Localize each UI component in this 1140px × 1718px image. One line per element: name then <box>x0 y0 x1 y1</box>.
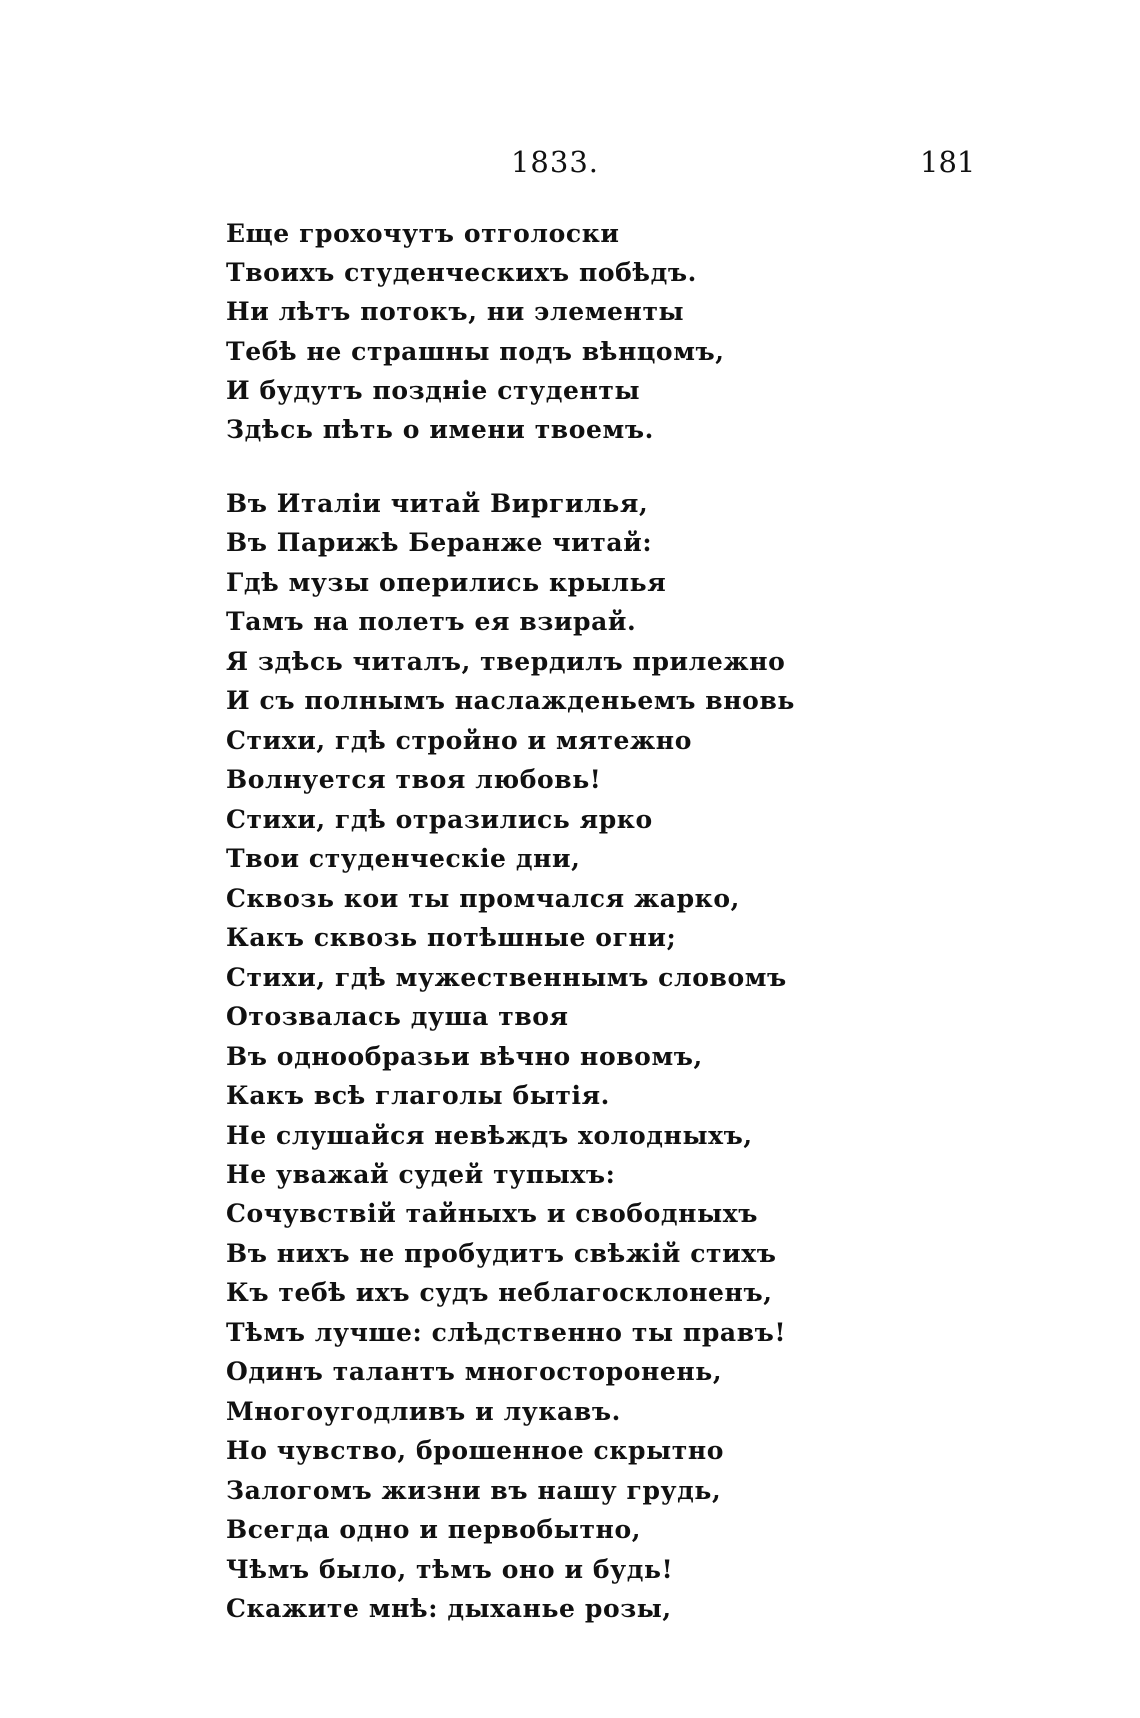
verse-line: Въ однообразьи вѣчно новомъ, <box>226 1041 703 1071</box>
verse-line: Залогомъ жизни въ нашу грудь, <box>226 1475 722 1505</box>
verse-line: Не уважай судей тупыхъ: <box>226 1159 616 1189</box>
verse-line: Сквозь кои ты промчался жарко, <box>226 883 740 913</box>
verse-line: Какъ сквозь потѣшные огни; <box>226 923 677 953</box>
verse-line: Тебѣ не страшны подъ вѣнцомъ, <box>226 336 725 366</box>
verse-line: И будутъ поздніе студенты <box>226 375 641 405</box>
verse-line: Но чувство, брошенное скрытно <box>226 1436 725 1466</box>
verse-line: Тамъ на полетъ ея взирай. <box>226 607 637 637</box>
running-head-year: 1833. <box>510 145 600 179</box>
verse-line: Чѣмъ было, тѣмъ оно и будь! <box>226 1554 674 1584</box>
verse-line: Ни лѣтъ потокъ, ни элементы <box>226 297 685 327</box>
verse-line: Сочувствій тайныхъ и свободныхъ <box>226 1199 759 1229</box>
verse-line: Какъ всѣ глаголы бытія. <box>226 1081 610 1111</box>
stanza-2 <box>226 484 795 1629</box>
verse-line: Въ нихъ не пробудитъ свѣжій стихъ <box>226 1238 777 1268</box>
verse-line: Стихи, гдѣ стройно и мятежно <box>226 725 692 755</box>
verse-line: Волнуется твоя любовь! <box>226 765 602 795</box>
verse-line: Не слушайся невѣждъ холодныхъ, <box>226 1120 753 1150</box>
verse-line: Здѣсь пѣть о имени твоемъ. <box>226 414 654 444</box>
verse-line: Стихи, гдѣ отразились ярко <box>226 804 653 834</box>
verse-line: Стихи, гдѣ мужественнымъ словомъ <box>226 962 787 992</box>
page-number: 181 <box>920 145 976 179</box>
verse-line: Въ Италіи читай Виргилья, <box>226 489 649 518</box>
stanza-1 <box>226 214 725 449</box>
verse-line: Твои студенческіе дни, <box>226 844 581 874</box>
verse-line: Скажите мнѣ: дыханье розы, <box>226 1594 672 1624</box>
verse-line: Я здѣсь читалъ, твердилъ прилежно <box>226 646 786 676</box>
verse-line: Отозвалась душа твоя <box>226 1002 569 1032</box>
verse-line: Еще грохочутъ отголоски <box>226 219 620 248</box>
verse-line: Одинъ талантъ многосторонень, <box>226 1357 723 1387</box>
verse-line: Въ Парижѣ Беранже читай: <box>226 528 653 558</box>
verse-line: Всегда одно и первобытно, <box>226 1515 642 1545</box>
verse-line: Многоугодливъ и лукавъ. <box>226 1396 621 1426</box>
verse-line: И съ полнымъ наслажденьемъ вновь <box>226 686 795 716</box>
verse-line: Твоихъ студенческихъ побѣдъ. <box>226 258 697 288</box>
verse-line: Гдѣ музы оперились крылья <box>226 567 667 597</box>
verse-line: Къ тебѣ ихъ судъ неблагосклоненъ, <box>226 1278 773 1308</box>
verse-line: Тѣмъ лучше: слѣдственно ты правъ! <box>226 1317 787 1347</box>
